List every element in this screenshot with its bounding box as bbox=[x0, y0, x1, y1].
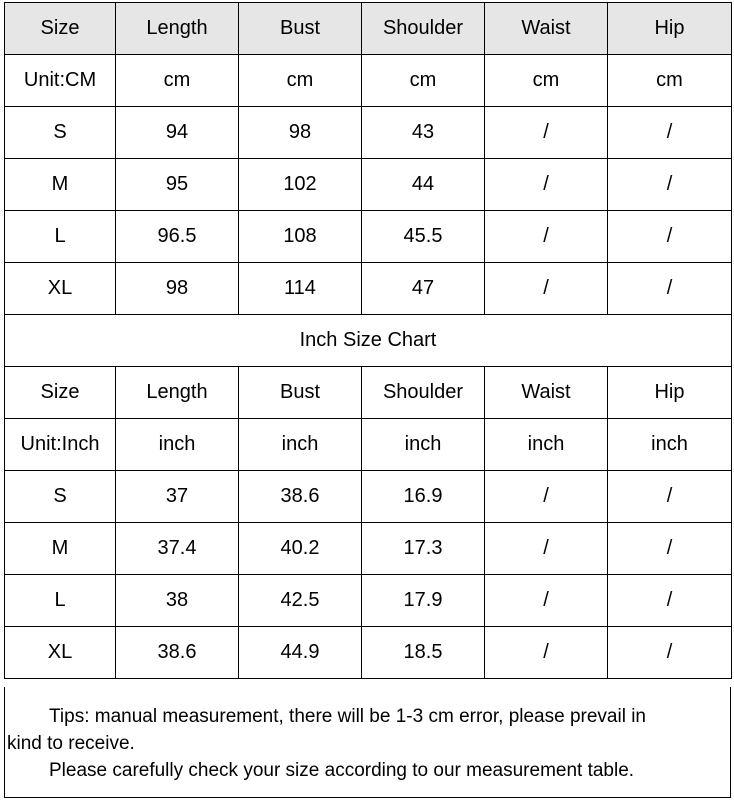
header-cell: Shoulder bbox=[362, 367, 485, 419]
value-cell: / bbox=[485, 471, 608, 523]
value-cell: 37 bbox=[116, 471, 239, 523]
value-cell: 38 bbox=[116, 575, 239, 627]
inch-title-row bbox=[5, 315, 732, 367]
unit-cell: cm bbox=[116, 55, 239, 107]
unit-cell: cm bbox=[362, 55, 485, 107]
value-cell: 108 bbox=[239, 211, 362, 263]
value-cell: / bbox=[485, 627, 608, 679]
value-cell: 17.9 bbox=[362, 575, 485, 627]
value-cell: / bbox=[485, 159, 608, 211]
value-cell: 47 bbox=[362, 263, 485, 315]
value-cell: / bbox=[485, 211, 608, 263]
unit-cell: Unit:CM bbox=[5, 55, 116, 107]
size-cell: S bbox=[5, 107, 116, 159]
value-cell: 43 bbox=[362, 107, 485, 159]
unit-cell: inch bbox=[362, 419, 485, 471]
size-cell: L bbox=[5, 211, 116, 263]
value-cell: 40.2 bbox=[239, 523, 362, 575]
value-cell: 98 bbox=[116, 263, 239, 315]
size-cell: S bbox=[5, 471, 116, 523]
header-cell: Waist bbox=[485, 367, 608, 419]
value-cell: / bbox=[485, 263, 608, 315]
tips-line: Please carefully check your size according to our measurement table. bbox=[49, 760, 635, 781]
tips-line: Tips: manual measurement, there will be 1-3 cm error, please prevail in bbox=[49, 706, 646, 727]
value-cell: 45.5 bbox=[362, 211, 485, 263]
table-row bbox=[5, 471, 732, 523]
header-cell: Bust bbox=[239, 3, 362, 55]
size-cell: M bbox=[5, 159, 116, 211]
tips-line: kind to receive. bbox=[7, 733, 135, 754]
header-cell: Length bbox=[116, 3, 239, 55]
unit-cell: cm bbox=[608, 55, 732, 107]
value-cell: / bbox=[608, 471, 732, 523]
value-cell: / bbox=[608, 575, 732, 627]
unit-cell: cm bbox=[239, 55, 362, 107]
header-cell: Hip bbox=[608, 3, 732, 55]
unit-cell: cm bbox=[485, 55, 608, 107]
value-cell: 44.9 bbox=[239, 627, 362, 679]
header-cell: Shoulder bbox=[362, 3, 485, 55]
unit-cell: inch bbox=[116, 419, 239, 471]
table-row bbox=[5, 107, 732, 159]
cm-header-row bbox=[5, 3, 732, 55]
header-cell: Hip bbox=[608, 367, 732, 419]
value-cell: 38.6 bbox=[116, 627, 239, 679]
header-cell: Size bbox=[5, 367, 116, 419]
unit-cell: inch bbox=[608, 419, 732, 471]
size-chart-table bbox=[4, 2, 732, 679]
value-cell: 94 bbox=[116, 107, 239, 159]
unit-cell: inch bbox=[239, 419, 362, 471]
table-row bbox=[5, 263, 732, 315]
table-row bbox=[5, 575, 732, 627]
header-cell: Waist bbox=[485, 3, 608, 55]
value-cell: 114 bbox=[239, 263, 362, 315]
header-cell: Bust bbox=[239, 367, 362, 419]
value-cell: / bbox=[608, 211, 732, 263]
unit-cell: Unit:Inch bbox=[5, 419, 116, 471]
header-cell: Size bbox=[5, 3, 116, 55]
value-cell: 16.9 bbox=[362, 471, 485, 523]
value-cell: 44 bbox=[362, 159, 485, 211]
value-cell: 17.3 bbox=[362, 523, 485, 575]
value-cell: / bbox=[608, 263, 732, 315]
value-cell: 102 bbox=[239, 159, 362, 211]
value-cell: / bbox=[608, 159, 732, 211]
value-cell: 37.4 bbox=[116, 523, 239, 575]
value-cell: / bbox=[608, 523, 732, 575]
tips-note bbox=[4, 687, 731, 798]
value-cell: / bbox=[608, 627, 732, 679]
value-cell: 42.5 bbox=[239, 575, 362, 627]
table-row bbox=[5, 627, 732, 679]
value-cell: 96.5 bbox=[116, 211, 239, 263]
value-cell: / bbox=[485, 575, 608, 627]
size-cell: XL bbox=[5, 627, 116, 679]
header-cell: Length bbox=[116, 367, 239, 419]
inch-unit-row bbox=[5, 419, 732, 471]
inch-header-row bbox=[5, 367, 732, 419]
size-cell: M bbox=[5, 523, 116, 575]
value-cell: 18.5 bbox=[362, 627, 485, 679]
value-cell: 98 bbox=[239, 107, 362, 159]
size-cell: L bbox=[5, 575, 116, 627]
table-row bbox=[5, 159, 732, 211]
cm-unit-row bbox=[5, 55, 732, 107]
inch-size-chart-title: Inch Size Chart bbox=[5, 315, 732, 367]
value-cell: 38.6 bbox=[239, 471, 362, 523]
value-cell: / bbox=[485, 523, 608, 575]
value-cell: / bbox=[485, 107, 608, 159]
table-row bbox=[5, 211, 732, 263]
unit-cell: inch bbox=[485, 419, 608, 471]
table-row bbox=[5, 523, 732, 575]
value-cell: 95 bbox=[116, 159, 239, 211]
value-cell: / bbox=[608, 107, 732, 159]
size-cell: XL bbox=[5, 263, 116, 315]
